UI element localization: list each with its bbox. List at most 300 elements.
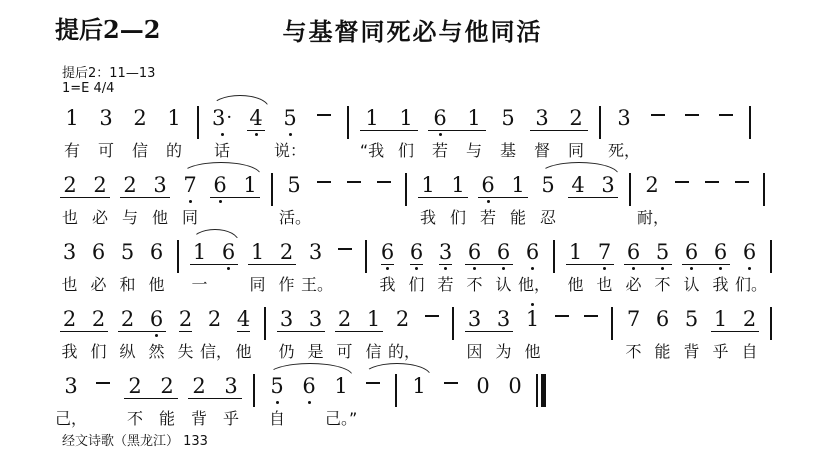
scripture-range: 提后2：11—13 bbox=[62, 66, 156, 81]
duration-dash bbox=[417, 297, 446, 362]
lyric-char bbox=[239, 141, 273, 161]
lyric-char: 不 bbox=[625, 342, 642, 361]
lyric-char: 同 bbox=[567, 141, 584, 160]
note-digit: 1 bbox=[243, 173, 257, 197]
low-octave-dot bbox=[719, 267, 722, 270]
lyric-char: 必 bbox=[90, 275, 107, 294]
lyric-char: 一 bbox=[191, 275, 208, 294]
beam-underline bbox=[60, 331, 108, 332]
lyric-char: 不 bbox=[654, 275, 671, 294]
lyric-char: 说： bbox=[273, 141, 306, 160]
barline bbox=[764, 297, 778, 362]
lyric-char bbox=[764, 275, 778, 295]
lyric-char bbox=[339, 208, 369, 228]
low-octave-dot bbox=[276, 401, 279, 404]
note-cell bbox=[113, 230, 142, 295]
rest-note-cell bbox=[467, 364, 499, 429]
note-cell bbox=[389, 96, 423, 161]
note-digit: 3 bbox=[535, 106, 549, 130]
note-digit: 2 bbox=[63, 173, 77, 197]
note-digit: 1 bbox=[713, 307, 728, 331]
note-cell bbox=[607, 96, 641, 161]
beam-underline bbox=[118, 331, 166, 332]
lyric-char: 我 bbox=[379, 275, 396, 294]
music-line bbox=[55, 163, 825, 227]
lyric-char: 督 bbox=[533, 141, 550, 160]
beam-underline bbox=[711, 331, 759, 332]
lyric-char: 必 bbox=[91, 208, 108, 227]
low-octave-dot bbox=[415, 267, 418, 270]
lyric-char: 能 bbox=[158, 409, 175, 428]
note-cell bbox=[330, 297, 359, 362]
barline-mark bbox=[553, 240, 555, 273]
duration-dash-mark bbox=[96, 382, 110, 384]
duration-dash bbox=[641, 96, 675, 161]
lyric-char bbox=[205, 208, 235, 228]
note-digit: 6 bbox=[655, 307, 670, 331]
note-cell bbox=[123, 96, 157, 161]
lyric-char: 他 bbox=[148, 275, 165, 294]
lyric-char: 们 bbox=[408, 275, 425, 294]
duration-dash bbox=[709, 96, 743, 161]
duration-dash bbox=[369, 163, 399, 228]
barline bbox=[593, 96, 607, 161]
lyric-char bbox=[547, 275, 561, 295]
note-cell bbox=[85, 163, 115, 228]
note-cell bbox=[619, 230, 648, 295]
sheet bbox=[55, 96, 825, 431]
note-cell bbox=[272, 230, 301, 295]
lyric-char bbox=[605, 342, 619, 362]
lyric-char: 自 bbox=[268, 409, 285, 428]
lyric-char: 我 bbox=[419, 208, 436, 227]
lyric-char: 他 bbox=[151, 208, 168, 227]
lyric-char: 们。 bbox=[735, 275, 768, 294]
lyric-char: 和 bbox=[119, 275, 136, 294]
note-digit: 3 bbox=[279, 307, 294, 331]
lyric-char: 认 bbox=[495, 275, 512, 294]
duration-dash-mark bbox=[705, 181, 719, 183]
lyric-char bbox=[547, 342, 576, 362]
barline bbox=[265, 163, 279, 228]
note-cell bbox=[359, 297, 388, 362]
note-digit: 1 bbox=[334, 374, 348, 398]
lyric-char: 若 bbox=[479, 208, 496, 227]
lyric-char bbox=[309, 208, 339, 228]
note-cell bbox=[460, 297, 489, 362]
note-digit: 6 bbox=[213, 173, 227, 197]
lyric-char: 己。” bbox=[325, 409, 358, 428]
barline-mark bbox=[395, 374, 397, 407]
note-cell bbox=[473, 163, 503, 228]
beam-underline bbox=[381, 264, 394, 265]
lyric-char: 不 bbox=[466, 275, 483, 294]
hymn-title: 与基督同死必与他同活 bbox=[282, 18, 543, 46]
low-octave-dot bbox=[473, 267, 476, 270]
note-digit: 6 bbox=[742, 240, 757, 264]
lyric-char: 背 bbox=[683, 342, 700, 361]
note-cell bbox=[55, 297, 84, 362]
rest-note-cell bbox=[499, 364, 531, 429]
note-cell bbox=[183, 364, 215, 429]
note-digit: 5 bbox=[655, 240, 670, 264]
barline bbox=[605, 297, 619, 362]
note-digit: 3 bbox=[438, 240, 453, 264]
barline bbox=[757, 163, 771, 228]
lyric-char: 信 bbox=[365, 342, 382, 361]
note-digit: 5 bbox=[270, 374, 284, 398]
note-digit: 2 bbox=[62, 307, 77, 331]
note-digit: 1 bbox=[568, 240, 583, 264]
note-digit: 2 bbox=[742, 307, 757, 331]
note-cell bbox=[151, 364, 183, 429]
low-octave-dot bbox=[255, 133, 258, 136]
note-digit: 5 bbox=[120, 240, 135, 264]
music-line bbox=[55, 297, 825, 361]
note-digit: 6 bbox=[221, 240, 236, 264]
duration-dash bbox=[667, 163, 697, 228]
beam-underline bbox=[530, 130, 588, 131]
note-cell bbox=[373, 230, 402, 295]
note-digit: 2 bbox=[337, 307, 352, 331]
note-digit: 6 bbox=[481, 173, 495, 197]
note-digit: 2 bbox=[133, 106, 147, 130]
scripture-reference-title: 提后2—2 bbox=[55, 15, 161, 44]
lyric-char: 可 bbox=[97, 141, 114, 160]
lyric-char bbox=[359, 275, 373, 295]
duration-dash-mark bbox=[685, 114, 699, 116]
note-cell bbox=[119, 364, 151, 429]
note-cell bbox=[637, 163, 670, 228]
lyric-char bbox=[258, 342, 272, 362]
lyric-char: 信 bbox=[131, 141, 148, 160]
title-bar bbox=[0, 0, 825, 52]
note-cell bbox=[460, 230, 489, 295]
note-digit: 1 bbox=[365, 106, 379, 130]
barline-mark bbox=[347, 106, 349, 139]
lyric-char bbox=[499, 409, 531, 429]
lyric-char: 自 bbox=[741, 342, 758, 361]
note-cell bbox=[157, 96, 191, 161]
low-octave-dot bbox=[748, 267, 751, 270]
note-digit: 6 bbox=[496, 240, 511, 264]
note-cell bbox=[677, 297, 706, 362]
note-digit: 6 bbox=[626, 240, 641, 264]
note-cell bbox=[301, 230, 334, 295]
note-cell bbox=[489, 230, 518, 295]
duration-dash bbox=[309, 163, 339, 228]
note-cell bbox=[489, 297, 518, 362]
note-cell bbox=[115, 163, 145, 228]
lyric-char: 我 bbox=[61, 342, 78, 361]
note-cell bbox=[215, 364, 247, 429]
duration-dash bbox=[330, 230, 359, 295]
note-digit: 6 bbox=[713, 240, 728, 264]
duration-dash bbox=[576, 297, 605, 362]
lyric-char: 与 bbox=[121, 208, 138, 227]
note-cell bbox=[55, 230, 84, 295]
note-digit: 7 bbox=[183, 173, 197, 197]
note-cell bbox=[200, 297, 233, 362]
barline-mark bbox=[770, 240, 772, 273]
note-digit: 2 bbox=[123, 173, 137, 197]
duration-dash bbox=[339, 163, 369, 228]
lyric-char bbox=[403, 409, 435, 429]
lyric-char: 他， bbox=[518, 275, 551, 294]
low-octave-dot bbox=[386, 267, 389, 270]
note-digit: 2 bbox=[279, 240, 294, 264]
barline bbox=[547, 230, 561, 295]
note-digit: 2 bbox=[93, 173, 107, 197]
final-barline bbox=[531, 364, 551, 429]
lyric-char: 活。 bbox=[279, 208, 312, 227]
lyric-char bbox=[727, 208, 757, 228]
note-cell bbox=[648, 297, 677, 362]
lyric-char bbox=[389, 409, 403, 429]
lyric-char bbox=[623, 208, 637, 228]
lyric-char: 是 bbox=[307, 342, 324, 361]
lyric-char bbox=[265, 208, 279, 228]
note-digit: 6 bbox=[525, 240, 540, 264]
note-digit: 2 bbox=[120, 307, 135, 331]
augmentation-dot: · bbox=[226, 107, 233, 128]
lyric-char: 基 bbox=[499, 141, 516, 160]
beam-underline bbox=[410, 264, 423, 265]
barline-mark bbox=[749, 106, 751, 139]
low-octave-dot bbox=[531, 267, 534, 270]
note-digit: 1 bbox=[192, 240, 207, 264]
note-cell bbox=[525, 96, 559, 161]
note-cell bbox=[491, 96, 525, 161]
note-cell bbox=[413, 163, 443, 228]
duration-dash bbox=[87, 364, 119, 429]
barline bbox=[743, 96, 757, 161]
lyric-char: 同 bbox=[249, 275, 266, 294]
note-cell bbox=[243, 230, 272, 295]
lyric-char: 能 bbox=[509, 208, 526, 227]
note-digit: 2 bbox=[192, 374, 206, 398]
lyric-char bbox=[593, 141, 607, 161]
note-digit: 6 bbox=[380, 240, 395, 264]
lyric-char: 信， bbox=[200, 342, 233, 361]
note-digit: 0 bbox=[508, 374, 522, 398]
note-digit: 3 bbox=[617, 106, 631, 130]
lyric-char bbox=[563, 208, 593, 228]
note-digit: 6 bbox=[409, 240, 424, 264]
beam-underline bbox=[428, 130, 486, 131]
barline-mark bbox=[197, 106, 199, 139]
lyric-char: 的， bbox=[388, 342, 421, 361]
note-digit: 3 bbox=[153, 173, 167, 197]
note-digit: 6 bbox=[433, 106, 447, 130]
low-octave-dot bbox=[603, 267, 606, 270]
note-digit: 3 bbox=[601, 173, 615, 197]
note-cell bbox=[301, 297, 330, 362]
beam-underline bbox=[566, 264, 614, 265]
lyric-char bbox=[446, 342, 460, 362]
duration-dash-mark bbox=[425, 315, 439, 317]
barline-mark bbox=[177, 240, 179, 273]
barline bbox=[446, 297, 460, 362]
beam-underline bbox=[60, 197, 110, 198]
beam-underline bbox=[179, 331, 192, 332]
note-cell bbox=[142, 297, 171, 362]
lyric-char: 能 bbox=[654, 342, 671, 361]
note-cell bbox=[229, 297, 258, 362]
lyric-char: 己， bbox=[55, 409, 88, 428]
lyric-char bbox=[675, 141, 709, 161]
low-octave-dot bbox=[439, 133, 442, 136]
barline-mark bbox=[253, 374, 255, 407]
duration-dash-mark bbox=[651, 114, 665, 116]
note-cell bbox=[735, 230, 768, 295]
lyric-char: 若 bbox=[431, 141, 448, 160]
barline bbox=[247, 364, 261, 429]
note-cell bbox=[355, 96, 389, 161]
note-cell bbox=[113, 297, 142, 362]
beam-underline bbox=[210, 197, 260, 198]
lyric-char: 认 bbox=[683, 275, 700, 294]
low-octave-dot bbox=[444, 267, 447, 270]
lyric-char: 纵 bbox=[119, 342, 136, 361]
lyric-char: 的 bbox=[165, 141, 182, 160]
lyric-char: 忍 bbox=[539, 208, 556, 227]
note-digit: 3 bbox=[99, 106, 113, 130]
duration-dash-mark bbox=[735, 181, 749, 183]
barline-mark bbox=[452, 307, 454, 340]
lyric-char bbox=[757, 208, 771, 228]
note-digit: 6 bbox=[149, 307, 164, 331]
note-cell bbox=[423, 96, 457, 161]
duration-dash bbox=[727, 163, 757, 228]
note-digit: 4 bbox=[249, 106, 263, 130]
note-digit: 5 bbox=[541, 173, 555, 197]
note-digit: 1 bbox=[250, 240, 265, 264]
beam-underline bbox=[248, 264, 296, 265]
lyric-char: 必 bbox=[625, 275, 642, 294]
lyric-char bbox=[341, 141, 355, 161]
duration-dash bbox=[675, 96, 709, 161]
note-digit: 3 bbox=[64, 374, 78, 398]
note-cell bbox=[279, 163, 312, 228]
note-cell bbox=[735, 297, 764, 362]
note-digit: 6 bbox=[684, 240, 699, 264]
note-cell bbox=[503, 163, 533, 228]
note-digit: 2 bbox=[160, 374, 174, 398]
note-digit: 1 bbox=[467, 106, 481, 130]
lyric-char bbox=[369, 208, 399, 228]
low-octave-dot bbox=[219, 200, 222, 203]
note-digit: 1 bbox=[167, 106, 181, 130]
note-digit: 3 bbox=[62, 240, 77, 264]
lyric-char: 不 bbox=[126, 409, 143, 428]
lyric-char: 失 bbox=[177, 342, 194, 361]
beam-underline bbox=[465, 331, 513, 332]
note-digit: 6 bbox=[467, 240, 482, 264]
note-digit: 7 bbox=[626, 307, 641, 331]
note-cell bbox=[677, 230, 706, 295]
lyric-char bbox=[247, 409, 261, 429]
songbook-source: 经文诗歌（黑龙江） 133 bbox=[62, 434, 208, 449]
beam-underline bbox=[188, 398, 242, 399]
low-octave-dot bbox=[632, 267, 635, 270]
note-digit: 2 bbox=[645, 173, 659, 197]
lyric-char: 乎 bbox=[222, 409, 239, 428]
note-digit: 6 bbox=[302, 374, 316, 398]
note-cell bbox=[55, 364, 87, 429]
lyric-char bbox=[235, 208, 265, 228]
note-cell bbox=[388, 297, 421, 362]
note-digit: 1 bbox=[366, 307, 381, 331]
duration-dash-mark bbox=[338, 248, 352, 250]
beam-underline bbox=[237, 331, 250, 332]
note-cell bbox=[171, 297, 200, 362]
barline-mark bbox=[611, 307, 613, 340]
beam-underline bbox=[335, 331, 383, 332]
note-cell bbox=[457, 96, 491, 161]
lyric-char bbox=[435, 409, 467, 429]
note-cell bbox=[89, 96, 123, 161]
duration-dash-mark bbox=[675, 181, 689, 183]
low-octave-dot bbox=[227, 267, 230, 270]
note-digit: 0 bbox=[476, 374, 490, 398]
duration-dash bbox=[547, 297, 576, 362]
note-cell bbox=[590, 230, 619, 295]
barline bbox=[623, 163, 637, 228]
lyric-char: 作 bbox=[278, 275, 295, 294]
note-digit: 1 bbox=[421, 173, 435, 197]
lyric-char: 死， bbox=[607, 141, 640, 160]
final-barline-mark bbox=[536, 374, 546, 407]
note-cell bbox=[272, 297, 301, 362]
lyric-char bbox=[171, 275, 185, 295]
duration-dash bbox=[307, 96, 341, 161]
note-digit: 3 bbox=[467, 307, 482, 331]
duration-dash-mark bbox=[444, 382, 458, 384]
beam-underline bbox=[478, 197, 528, 198]
note-digit: 2 bbox=[395, 307, 410, 331]
lyric-char bbox=[214, 275, 243, 295]
barline-mark bbox=[763, 173, 765, 206]
note-digit: 5 bbox=[283, 106, 297, 130]
note-cell bbox=[145, 163, 175, 228]
note-digit: 5 bbox=[501, 106, 515, 130]
lyric-char bbox=[764, 342, 778, 362]
note-digit: 3 bbox=[308, 240, 323, 264]
beam-underline bbox=[465, 264, 513, 265]
note-digit: 6 bbox=[91, 240, 106, 264]
note-cell bbox=[84, 297, 113, 362]
barline-mark bbox=[271, 173, 273, 206]
lyric-char bbox=[417, 342, 446, 362]
lyric-char: 话 bbox=[213, 141, 230, 160]
barline-mark bbox=[365, 240, 367, 273]
note-digit: 2 bbox=[207, 307, 222, 331]
barline bbox=[191, 96, 205, 161]
barline bbox=[171, 230, 185, 295]
duration-dash-mark bbox=[366, 382, 380, 384]
note-digit: 3 bbox=[308, 307, 323, 331]
lyric-char: 因 bbox=[466, 342, 483, 361]
low-octave-dot bbox=[502, 267, 505, 270]
lyric-char: 可 bbox=[336, 342, 353, 361]
meta-block bbox=[62, 66, 155, 96]
note-cell bbox=[431, 230, 460, 295]
duration-dash-mark bbox=[555, 315, 569, 317]
barline-mark bbox=[629, 173, 631, 206]
note-cell bbox=[648, 230, 677, 295]
lyric-char: 与 bbox=[465, 141, 482, 160]
